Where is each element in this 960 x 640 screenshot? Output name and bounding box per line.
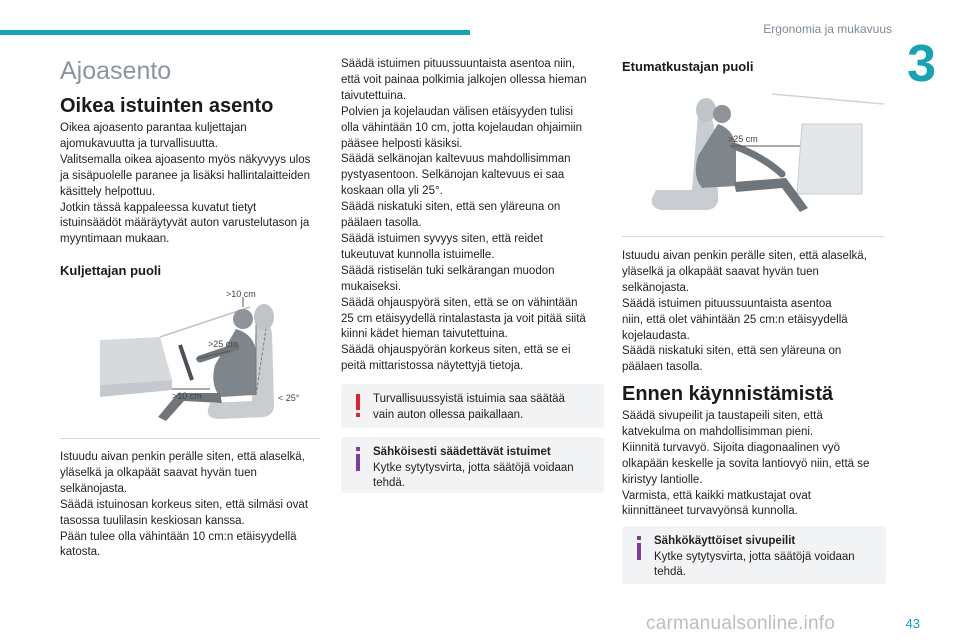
info-note-mirrors [622,526,886,584]
page-number: 43 [905,616,920,631]
label-knee-distance: >10 cm [172,391,202,401]
watermark: carmanualsonline.info [646,613,836,634]
label-wheel-distance: >25 cm [208,339,238,349]
before-start-text: Säädä sivupeilit ja taustapeili siten, että katvekulma on mahdollisimman pieni. Kiinnitä turvavyö. Sijoita diagonaalinen vyö olkapään keskelle ja sovita lantiovyö niin, että se kiristyy lantiolle. Varmista, että kaikki matkustajat ovat kiinnittäneet turvavyönsä kunnolla. [622,410,870,518]
warning-note [341,384,604,428]
page-title: Ajoasento [60,57,172,85]
label-backrest-angle: < 25° [278,393,300,403]
warning-text: Turvallisuussyistä istuimia saa säätää vain auton ollessa paikallaan. [373,393,565,421]
info-note-electric-seats [341,437,604,493]
info-title-mirrors: Sähkökäyttöiset sivupeilit [654,535,796,547]
exclamation-icon [353,394,363,423]
subheading-passenger-side: Etumatkustajan puoli [622,59,754,74]
figure-divider [60,438,320,439]
driver-side-text: Istuudu aivan penkin perälle siten, että alaselkä, yläselkä ja olkapäät saavat hyvän tuen selkänojasta. Säädä istuinosan korkeus siten, että silmäsi ovat tasossa tuulilasin keskiosan kanssa. Pään tulee olla vähintään 10 cm:n etäisyydellä katosta. [60,451,309,559]
info-title: Sähköisesti säädettävät istuimet [373,446,551,458]
section-title: Ergonomia ja mukavuus [763,22,892,36]
heading-before-start: Ennen käynnistämistä [622,383,834,405]
info-icon [353,447,363,476]
adjustment-text: Säädä istuimen pituussuuntaista asentoa niin, että voit painaa polkimia jalkojen ollessa hieman taivutettuina. Polvien ja kojelaudan välisen etäisyyden tulisi olla vähintään 10 cm, jotta kojelaudan ohjaimiin pääsee helposti käsiksi. Säädä selkänojan kaltevuus mahdollisimman pystyasentoon. Selkänojan kaltevuus ei saa koskaan olla yli 25°. Säädä niskatuki siten, että sen yläreuna on päälaen tasolla. Säädä istuimen syvyys siten, että reidet tukeutuvat kunnolla istuimelle. Säädä ristiselän tuki selkärangan muodon mukaiseksi. Säädä ohjauspyörä siten, että se on vähintään 25 cm etäisyydellä rintalastasta ja voit pitää siitä kiinni kädet hieman taivutettuina. Säädä ohjauspyörän korkeus siten, että se ei peitä mittaristossa näytettyjä tietoja. [341,58,587,373]
info-text: Kytke sytytysvirta, jotta säätöjä voidaan tehdä. [373,461,574,489]
chapter-number: 3 [907,35,936,93]
passenger-side-text: Istuudu aivan penkin perälle siten, että alaselkä, yläselkä ja olkapäät saavat hyvän tuen selkänojasta. Säädä istuimen pituussuuntaista asentoa niin, että olet vähintään 25 cm:n etäisyydellä kojelaudasta. Säädä niskatuki siten, että sen yläreuna on päälaen tasolla. [622,250,867,374]
label-top-distance: >10 cm [226,289,256,299]
label-dashboard-distance: >25 cm [728,134,758,144]
heading-seat-position: Oikea istuinten asento [60,95,274,117]
subheading-driver-side: Kuljettajan puoli [60,263,162,278]
passenger-seat-figure [622,84,884,234]
header-accent-bar [0,30,470,35]
driver-seat-figure [60,285,320,437]
intro-text: Oikea ajoasento parantaa kuljettajan ajomukavuutta ja turvallisuutta. Valitsemalla oikea ajoasento myös näkyvyys ulos ja sisäpuolelle paranee ja lisäksi hallintalaitteiden käsittely helpottuu. Jotkin tässä kappaleessa kuvatut tietyt istuinsäädöt määräytyvät auton varustelutason ja myyntimaan mukaan. [60,122,311,246]
figure-divider-2 [622,236,884,237]
info-text-mirrors: Kytke sytytysvirta, jotta säätöjä voidaan tehdä. [654,550,855,578]
info-icon [634,536,644,565]
